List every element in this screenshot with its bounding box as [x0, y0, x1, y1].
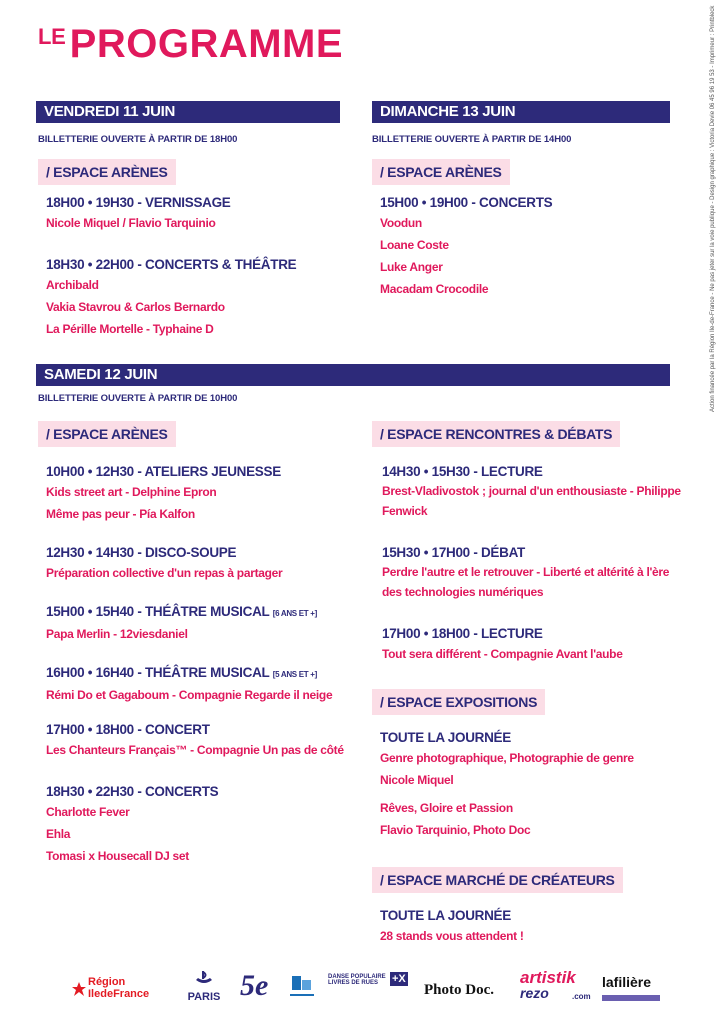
danse-text-b: LIVRES DE RUES [328, 980, 379, 986]
event-line: Perdre l'autre et le retrouver - Liberté et altérité à l'ère des technologies numériques [382, 565, 670, 599]
title-programme: PROGRAMME [69, 22, 344, 66]
event-line: Macadam Crocodile [380, 282, 489, 296]
event-marche [380, 907, 524, 947]
event-time: 12H30 • 14H30 - DISCO-SOUPE [46, 545, 237, 560]
event-line: Brest-Vladivostok ; journal d'un enthousiaste - Philippe Fenwick [382, 484, 681, 518]
event-saturday-arenes-3 [46, 603, 317, 645]
section-rencontres: / ESPACE RENCONTRES & DÉBATS [372, 421, 620, 447]
event-friday-1 [46, 194, 231, 234]
region-idf-logo [88, 976, 149, 1000]
event-line: Flavio Tarquinio, Photo Doc [380, 823, 531, 837]
lafiliere-text: lafilière [602, 974, 652, 990]
cinquieme-logo [240, 970, 268, 1002]
legal-side-text: Action financée par la Région Ile-de-France - Ne pas jeter sur la voie publique - Design graphique : Victoria Devie 06 45 96 19 53 - Imprimeur : Printbleck [710, 5, 716, 412]
paris-logo [184, 970, 224, 1003]
event-saturday-arenes-6 [46, 783, 218, 867]
event-line: Archibald [46, 278, 99, 292]
billetterie-friday: BILLETTERIE OUVERTE À PARTIR DE 18H00 [38, 134, 238, 145]
photodoc-logo [424, 982, 494, 999]
bibliotheque-logo [290, 974, 314, 1000]
partner-logos [80, 970, 660, 1010]
event-line: Voodun [380, 216, 422, 230]
billetterie-sunday: BILLETTERIE OUVERTE À PARTIR DE 14H00 [372, 134, 572, 145]
event-age-note: [5 ANS ET +] [272, 670, 318, 679]
event-time: TOUTE LA JOURNÉE [380, 730, 511, 745]
region-idf-text-b: IledeFrance [88, 988, 150, 1000]
event-sunday-1 [380, 194, 552, 300]
artistik-rezo-logo [520, 968, 591, 1001]
event-line: Vakia Stavrou & Carlos Bernardo [46, 300, 225, 314]
day-header-sunday: DIMANCHE 13 JUIN [372, 101, 670, 123]
section-arenes-friday: / ESPACE ARÈNES [38, 159, 176, 185]
event-time: 17H00 • 18H00 - CONCERT [46, 722, 210, 737]
event-expositions [380, 729, 634, 841]
event-line: La Pérille Mortelle - Typhaine D [46, 322, 214, 336]
event-time: TOUTE LA JOURNÉE [380, 908, 511, 923]
photodoc-text: Photo Doc. [424, 982, 494, 998]
event-line: Ehla [46, 827, 71, 841]
event-time: 16H00 • 16H40 - THÉÂTRE MUSICAL [46, 665, 270, 680]
event-line: Papa Merlin - 12viesdaniel [46, 627, 188, 641]
region-idf-icon [72, 982, 86, 996]
event-line: Tomasi x Housecall DJ set [46, 849, 190, 863]
event-line: Rémi Do et Gagaboum - Compagnie Regarde il neige [46, 688, 333, 702]
event-line: 28 stands vous attendent ! [380, 929, 524, 943]
section-arenes-saturday: / ESPACE ARÈNES [38, 421, 176, 447]
billetterie-saturday: BILLETTERIE OUVERTE À PARTIR DE 10H00 [38, 393, 238, 404]
danse-text-a: DANSE POPULAIRE [328, 974, 386, 980]
event-line: Charlotte Fever [46, 805, 130, 819]
section-expositions: / ESPACE EXPOSITIONS [372, 689, 545, 715]
event-line: Même pas peur - Pía Kalfon [46, 507, 195, 521]
artistik-text: artistik [520, 968, 576, 987]
event-line: Rêves, Gloire et Passion [380, 801, 513, 815]
day-header-friday: VENDREDI 11 JUIN [36, 101, 340, 123]
event-time: 15H00 • 19H00 - CONCERTS [380, 195, 553, 210]
event-line: Tout sera différent - Compagnie Avant l'aube [382, 647, 623, 661]
event-saturday-arenes-1 [46, 463, 281, 525]
event-line: Kids street art - Delphine Epron [46, 485, 217, 499]
event-saturday-arenes-4 [46, 664, 332, 706]
rezo-text: rezo [520, 985, 549, 1001]
event-time: 10H00 • 12H30 - ATELIERS JEUNESSE [46, 464, 281, 479]
event-line: Nicole Miquel [380, 773, 454, 787]
region-idf-text-a: Région [88, 976, 126, 988]
event-line: Luke Anger [380, 260, 443, 274]
event-line: Nicole Miquel / Flavio Tarquinio [46, 216, 216, 230]
section-arenes-sunday: / ESPACE ARÈNES [372, 159, 510, 185]
event-time-row [46, 664, 332, 684]
event-time: 14H30 • 15H30 - LECTURE [382, 464, 543, 479]
paris-ship-icon [194, 970, 214, 986]
artistik-com-text: .com [572, 992, 591, 1001]
event-saturday-arenes-2 [46, 544, 282, 584]
event-rencontres-1 [382, 463, 682, 521]
event-rencontres-3 [382, 625, 682, 665]
event-time: 15H00 • 15H40 - THÉÂTRE MUSICAL [46, 604, 270, 619]
event-time: 17H00 • 18H00 - LECTURE [382, 626, 543, 641]
event-time: 18H00 • 19H30 - VERNISSAGE [46, 195, 231, 210]
danse-populaire-logo [328, 974, 408, 986]
bibliotheque-icon [290, 974, 314, 1000]
event-rencontres-2 [382, 544, 682, 602]
event-saturday-arenes-5 [46, 721, 344, 761]
event-line: Genre photographique, Photographie de genre [380, 751, 634, 765]
event-time: 15H30 • 17H00 - DÉBAT [382, 545, 525, 560]
event-time-row [46, 603, 317, 623]
cinquieme-text: 5e [240, 969, 269, 1002]
event-friday-2 [46, 256, 296, 340]
event-time: 18H30 • 22H00 - CONCERTS & THÉÂTRE [46, 257, 297, 272]
legal-side-note [710, 5, 720, 420]
event-time: 18H30 • 22H30 - CONCERTS [46, 784, 219, 799]
lafiliere-bar [602, 995, 660, 1001]
event-age-note: [6 ANS ET +] [272, 609, 318, 618]
day-header-saturday: SAMEDI 12 JUIN [36, 364, 670, 386]
event-line: Préparation collective d'un repas à partager [46, 566, 283, 580]
page-title [38, 22, 343, 67]
section-marche: / ESPACE MARCHÉ DE CRÉATEURS [372, 867, 623, 893]
danse-text-c: +X [392, 973, 406, 985]
event-line: Les Chanteurs Français™ - Compagnie Un pas de côté [46, 743, 344, 757]
event-line: Loane Coste [380, 238, 449, 252]
paris-text: PARIS [187, 991, 221, 1003]
lafiliere-logo [602, 974, 662, 1001]
title-le: LE [38, 24, 66, 49]
